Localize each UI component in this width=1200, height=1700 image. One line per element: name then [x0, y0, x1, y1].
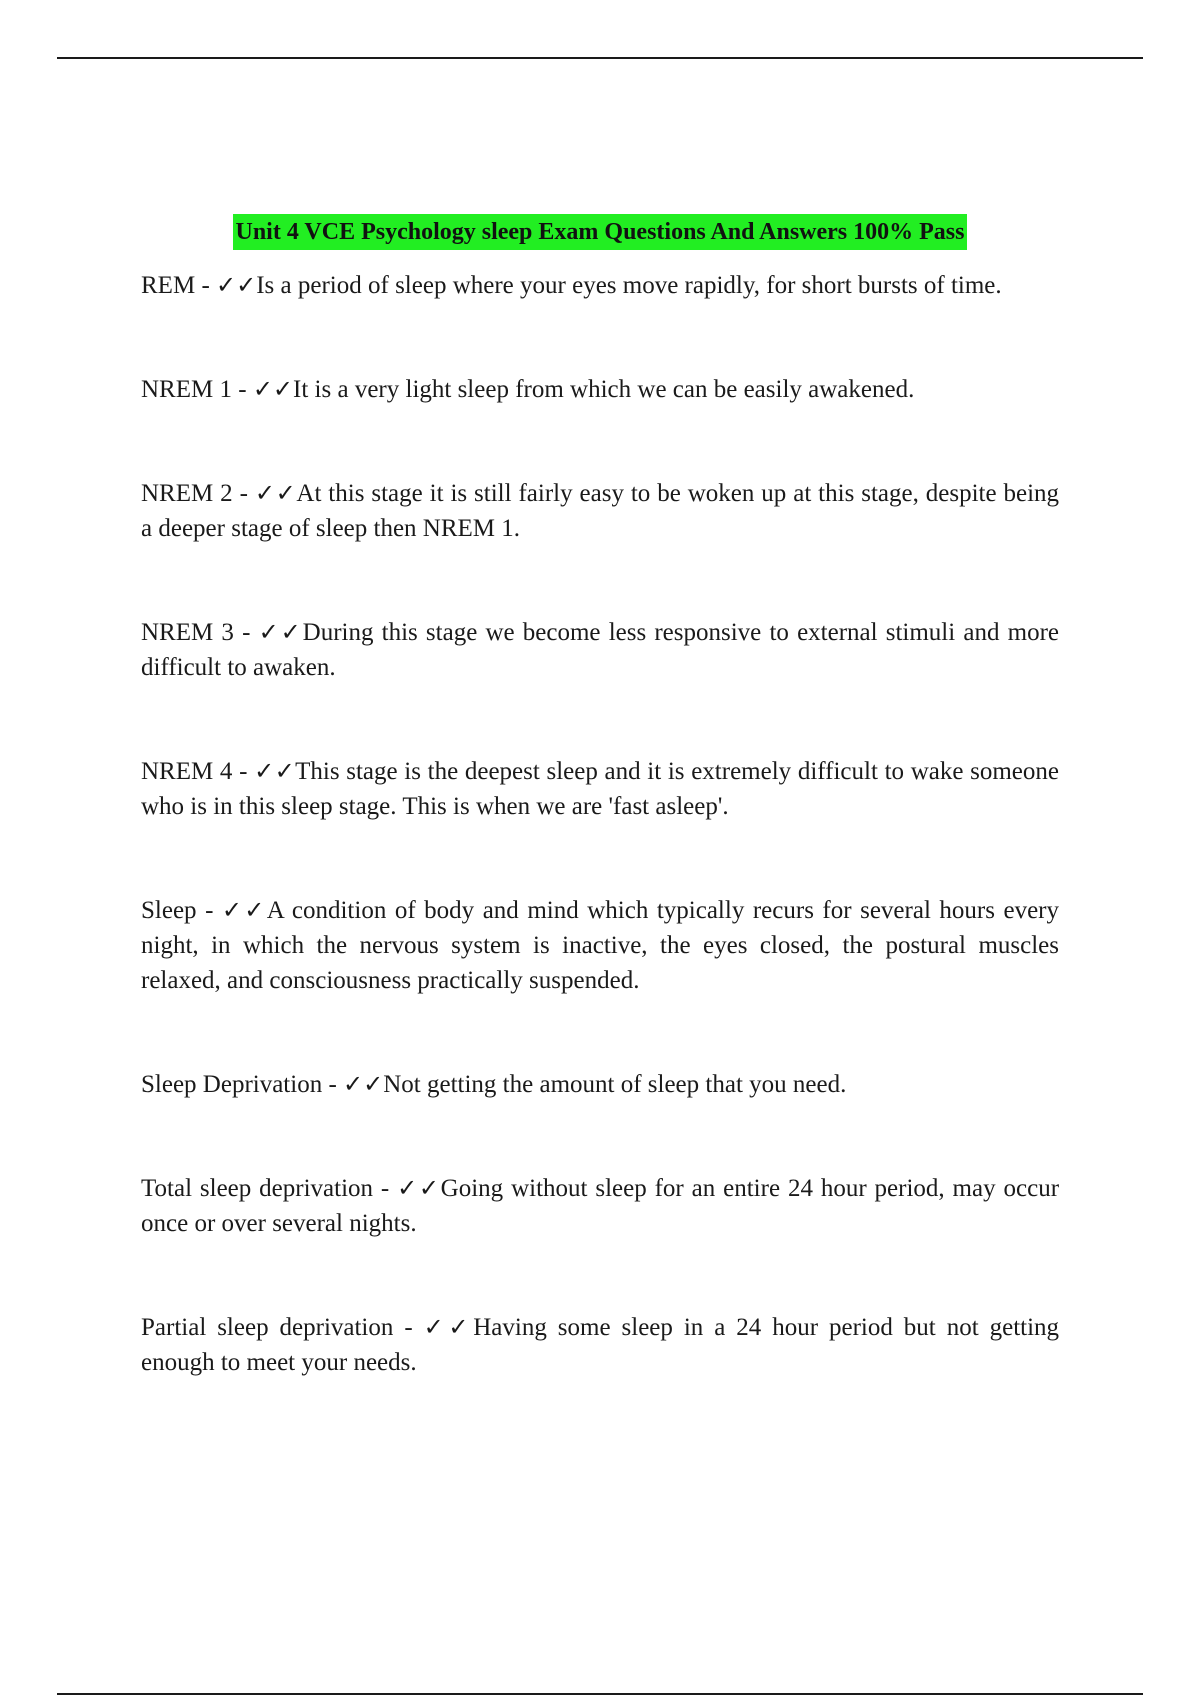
entry-definition: During this stage we become less responsive to external stimuli and more difficult to awaken. — [141, 619, 1060, 681]
entry-definition: At this stage it is still fairly easy to be woken up at this stage, despite being a deeper stage of sleep then NREM 1. — [141, 480, 1060, 542]
entry-nrem-1 — [141, 372, 1059, 407]
double-check-icon: ✓✓ — [252, 375, 294, 403]
entry-partial-sleep-deprivation — [141, 1310, 1059, 1380]
entry-nrem-3 — [141, 615, 1059, 685]
entry-separator: - — [196, 897, 222, 924]
entry-term: NREM 4 — [141, 758, 233, 785]
entry-definition: It is a very light sleep from which we can be easily awakened. — [293, 376, 915, 403]
entry-term: NREM 2 — [141, 480, 233, 507]
entry-term: Sleep — [141, 897, 197, 924]
entry-separator: - — [195, 272, 217, 299]
entry-separator: - — [322, 1071, 344, 1098]
double-check-icon: ✓✓ — [216, 271, 257, 299]
entry-sleep — [141, 893, 1059, 998]
double-check-icon: ✓✓ — [258, 618, 303, 646]
document-title: Unit 4 VCE Psychology sleep Exam Questions And Answers 100% Pass — [233, 214, 968, 250]
double-check-icon: ✓✓ — [221, 896, 267, 924]
entry-nrem-2 — [141, 476, 1059, 546]
double-check-icon: ✓✓ — [343, 1070, 384, 1098]
entry-separator: - — [232, 758, 255, 785]
entry-separator: - — [232, 480, 255, 507]
entry-separator: - — [233, 619, 259, 646]
top-divider — [57, 57, 1143, 59]
entry-term: NREM 3 — [141, 619, 234, 646]
entry-definition: Having some sleep in a 24 hour period but not getting enough to meet your needs. — [141, 1314, 1060, 1376]
double-check-icon: ✓✓ — [397, 1174, 441, 1202]
entry-separator: - — [393, 1314, 424, 1341]
entry-term: Partial sleep deprivation — [141, 1314, 394, 1341]
double-check-icon: ✓✓ — [254, 479, 297, 507]
entry-separator: - — [231, 376, 253, 403]
entry-definition: A condition of body and mind which typically recurs for several hours every night, in which the nervous system is inactive, the eyes closed, the postural muscles relaxed, and consciousness practically suspended. — [141, 897, 1060, 994]
entry-term: NREM 1 — [141, 376, 232, 403]
entry-nrem-4 — [141, 754, 1059, 824]
entry-term: Sleep Deprivation — [141, 1071, 323, 1098]
entry-total-sleep-deprivation — [141, 1171, 1059, 1241]
entry-rem — [141, 268, 1059, 303]
entry-term: Total sleep deprivation — [141, 1175, 374, 1202]
entry-definition: Is a period of sleep where your eyes move rapidly, for short bursts of time. — [256, 272, 1002, 299]
entry-separator: - — [373, 1175, 398, 1202]
entry-list — [141, 268, 1059, 1449]
double-check-icon: ✓✓ — [254, 757, 296, 785]
entry-sleep-deprivation — [141, 1067, 1059, 1102]
entry-term: REM — [141, 272, 196, 299]
double-check-icon: ✓✓ — [423, 1313, 474, 1341]
entry-definition: This stage is the deepest sleep and it is extremely difficult to wake someone who is in this sleep stage. This is when we are 'fast asleep'. — [141, 758, 1059, 820]
bottom-divider — [57, 1693, 1143, 1695]
title-container — [0, 214, 1200, 250]
entry-definition: Going without sleep for an entire 24 hour period, may occur once or over several nights. — [141, 1175, 1060, 1237]
entry-definition: Not getting the amount of sleep that you need. — [383, 1071, 847, 1098]
